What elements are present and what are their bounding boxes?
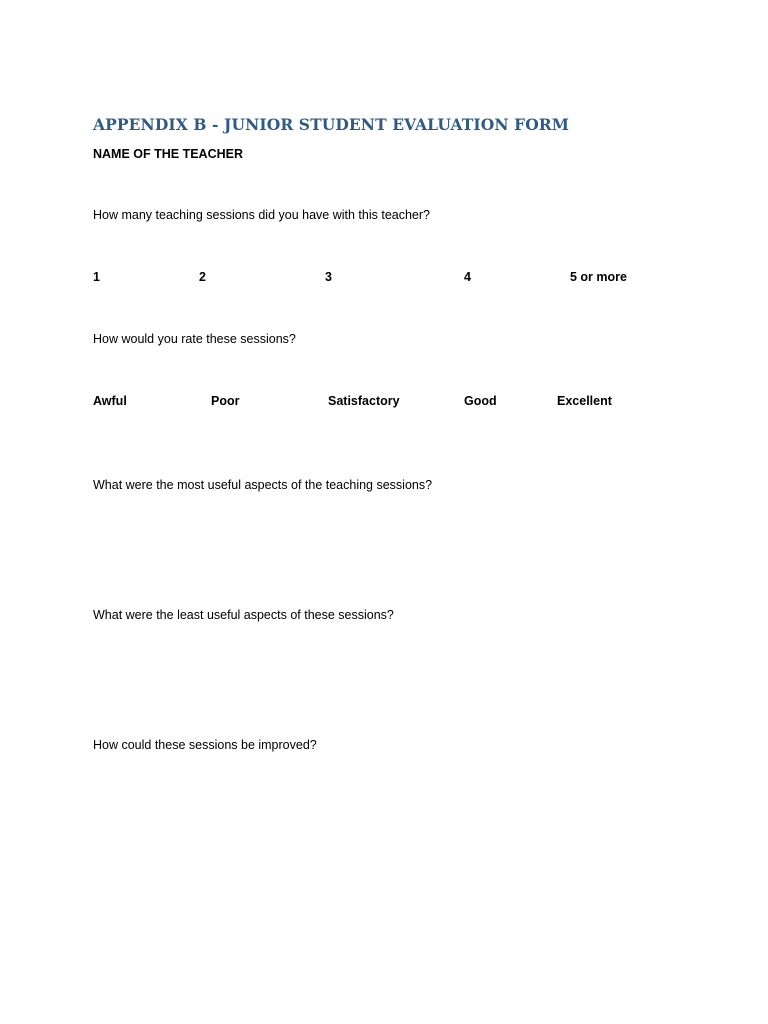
teacher-name-label: NAME OF THE TEACHER (93, 147, 243, 161)
session-option-5-or-more[interactable]: 5 or more (570, 270, 627, 284)
rating-option-excellent[interactable]: Excellent (557, 394, 612, 408)
session-option-4[interactable]: 4 (464, 270, 471, 284)
question-rate-sessions: How would you rate these sessions? (93, 332, 296, 346)
session-option-2[interactable]: 2 (199, 270, 206, 284)
question-most-useful: What were the most useful aspects of the teaching sessions? (93, 478, 433, 492)
question-improve: How could these sessions be improved? (93, 738, 317, 752)
question-least-useful: What were the least useful aspects of these sessions? (93, 608, 394, 622)
session-option-3[interactable]: 3 (325, 270, 332, 284)
form-title: APPENDIX B - JUNIOR STUDENT EVALUATION FORM (93, 115, 570, 134)
session-count-options (0, 270, 768, 290)
rating-option-satisfactory[interactable]: Satisfactory (328, 394, 400, 408)
session-option-1[interactable]: 1 (93, 270, 100, 284)
rating-option-awful[interactable]: Awful (93, 394, 127, 408)
rating-option-good[interactable]: Good (464, 394, 497, 408)
rating-option-poor[interactable]: Poor (211, 394, 240, 408)
rating-options (0, 394, 768, 414)
question-sessions-count: How many teaching sessions did you have with this teacher? (93, 208, 430, 222)
